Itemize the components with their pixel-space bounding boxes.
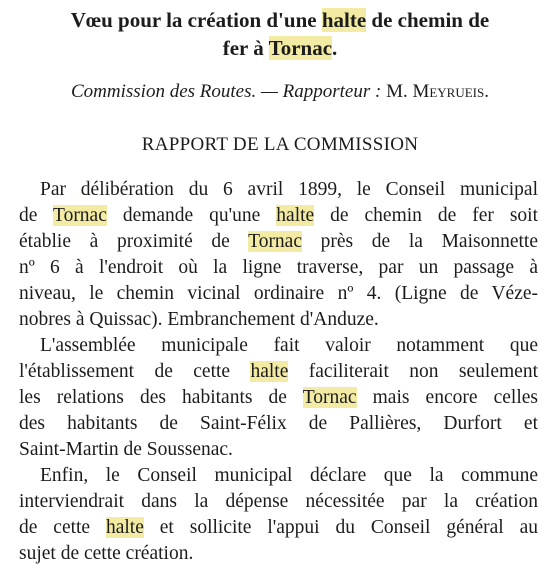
- text-run: niveau, le chemin vicinal ordinaire nº 4. (Ligne de Véze-: [19, 283, 538, 304]
- search-highlight: halte: [276, 205, 315, 226]
- paragraph-2: [19, 333, 538, 463]
- rapporteur-name: M. Meyrueis.: [381, 81, 489, 102]
- search-highlight: halte: [250, 361, 289, 382]
- text-run: près de la Maisonnette: [302, 231, 538, 252]
- title-text: .: [332, 36, 338, 60]
- commission-line: [10, 80, 550, 104]
- text-run: sujet de cette création.: [19, 543, 194, 564]
- paragraph-3: [19, 463, 538, 567]
- text-line: [19, 411, 538, 437]
- text-run: interviendrait dans la dépense nécessitée par la création: [19, 491, 538, 512]
- document-title: [10, 6, 550, 62]
- search-highlight: Tornac: [248, 231, 302, 252]
- search-highlight: Tornac: [302, 387, 357, 408]
- text-line: [19, 541, 538, 567]
- text-run: Enfin, le Conseil municipal déclare que la commune: [40, 465, 538, 486]
- text-run: mais encore celles: [356, 387, 538, 408]
- text-run: L'assemblée municipale fait valoir notamment que: [40, 335, 538, 356]
- text-line: [19, 463, 538, 489]
- commission-name: Commission des Routes. — Rapporteur :: [70, 81, 382, 102]
- paragraph-1: [19, 177, 538, 333]
- text-run: nobres à Quissac). Embranchement d'Anduze.: [19, 309, 379, 330]
- text-run: Saint-Martin de Soussenac.: [19, 439, 233, 460]
- text-line: [19, 489, 538, 515]
- title-text: de chemin de: [366, 8, 490, 32]
- title-line-2: [10, 34, 550, 62]
- text-line: [19, 307, 538, 333]
- text-line: [19, 359, 538, 385]
- title-text: fer à: [222, 36, 269, 60]
- text-run: demande qu'une: [106, 205, 277, 226]
- title-text: Vœu pour la création d'une: [70, 8, 322, 32]
- text-line: [19, 385, 538, 411]
- text-line: [19, 515, 538, 541]
- text-line: [19, 255, 538, 281]
- text-run: nº 6 à l'endroit où la ligne traverse, par un passage à: [19, 257, 538, 278]
- text-run: de chemin de fer soit: [314, 205, 538, 226]
- text-line: [19, 281, 538, 307]
- text-run: des habitants de Saint-Félix de Pallières, Durfort et: [19, 413, 538, 434]
- text-run: les relations des habitants de: [19, 387, 303, 408]
- title-line-1: [10, 6, 550, 34]
- text-run: de: [19, 205, 54, 226]
- text-run: et sollicite l'appui du Conseil général au: [143, 517, 538, 538]
- text-run: l'établissement de cette: [19, 361, 251, 382]
- text-line: [19, 203, 538, 229]
- text-run: établie à proximité de: [19, 231, 249, 252]
- text-line: [19, 333, 538, 359]
- text-line: [19, 437, 538, 463]
- text-run: de cette: [19, 517, 106, 538]
- text-line: [19, 177, 538, 203]
- text-run: Par délibération du 6 avril 1899, le Conseil municipal: [40, 179, 538, 200]
- search-highlight: halte: [105, 517, 144, 538]
- search-highlight: Tornac: [268, 36, 333, 60]
- search-highlight: halte: [321, 8, 367, 32]
- text-run: faciliterait non seulement: [288, 361, 538, 382]
- search-highlight: Tornac: [53, 205, 107, 226]
- text-line: [19, 229, 538, 255]
- section-heading: RAPPORT DE LA COMMISSION: [141, 134, 419, 155]
